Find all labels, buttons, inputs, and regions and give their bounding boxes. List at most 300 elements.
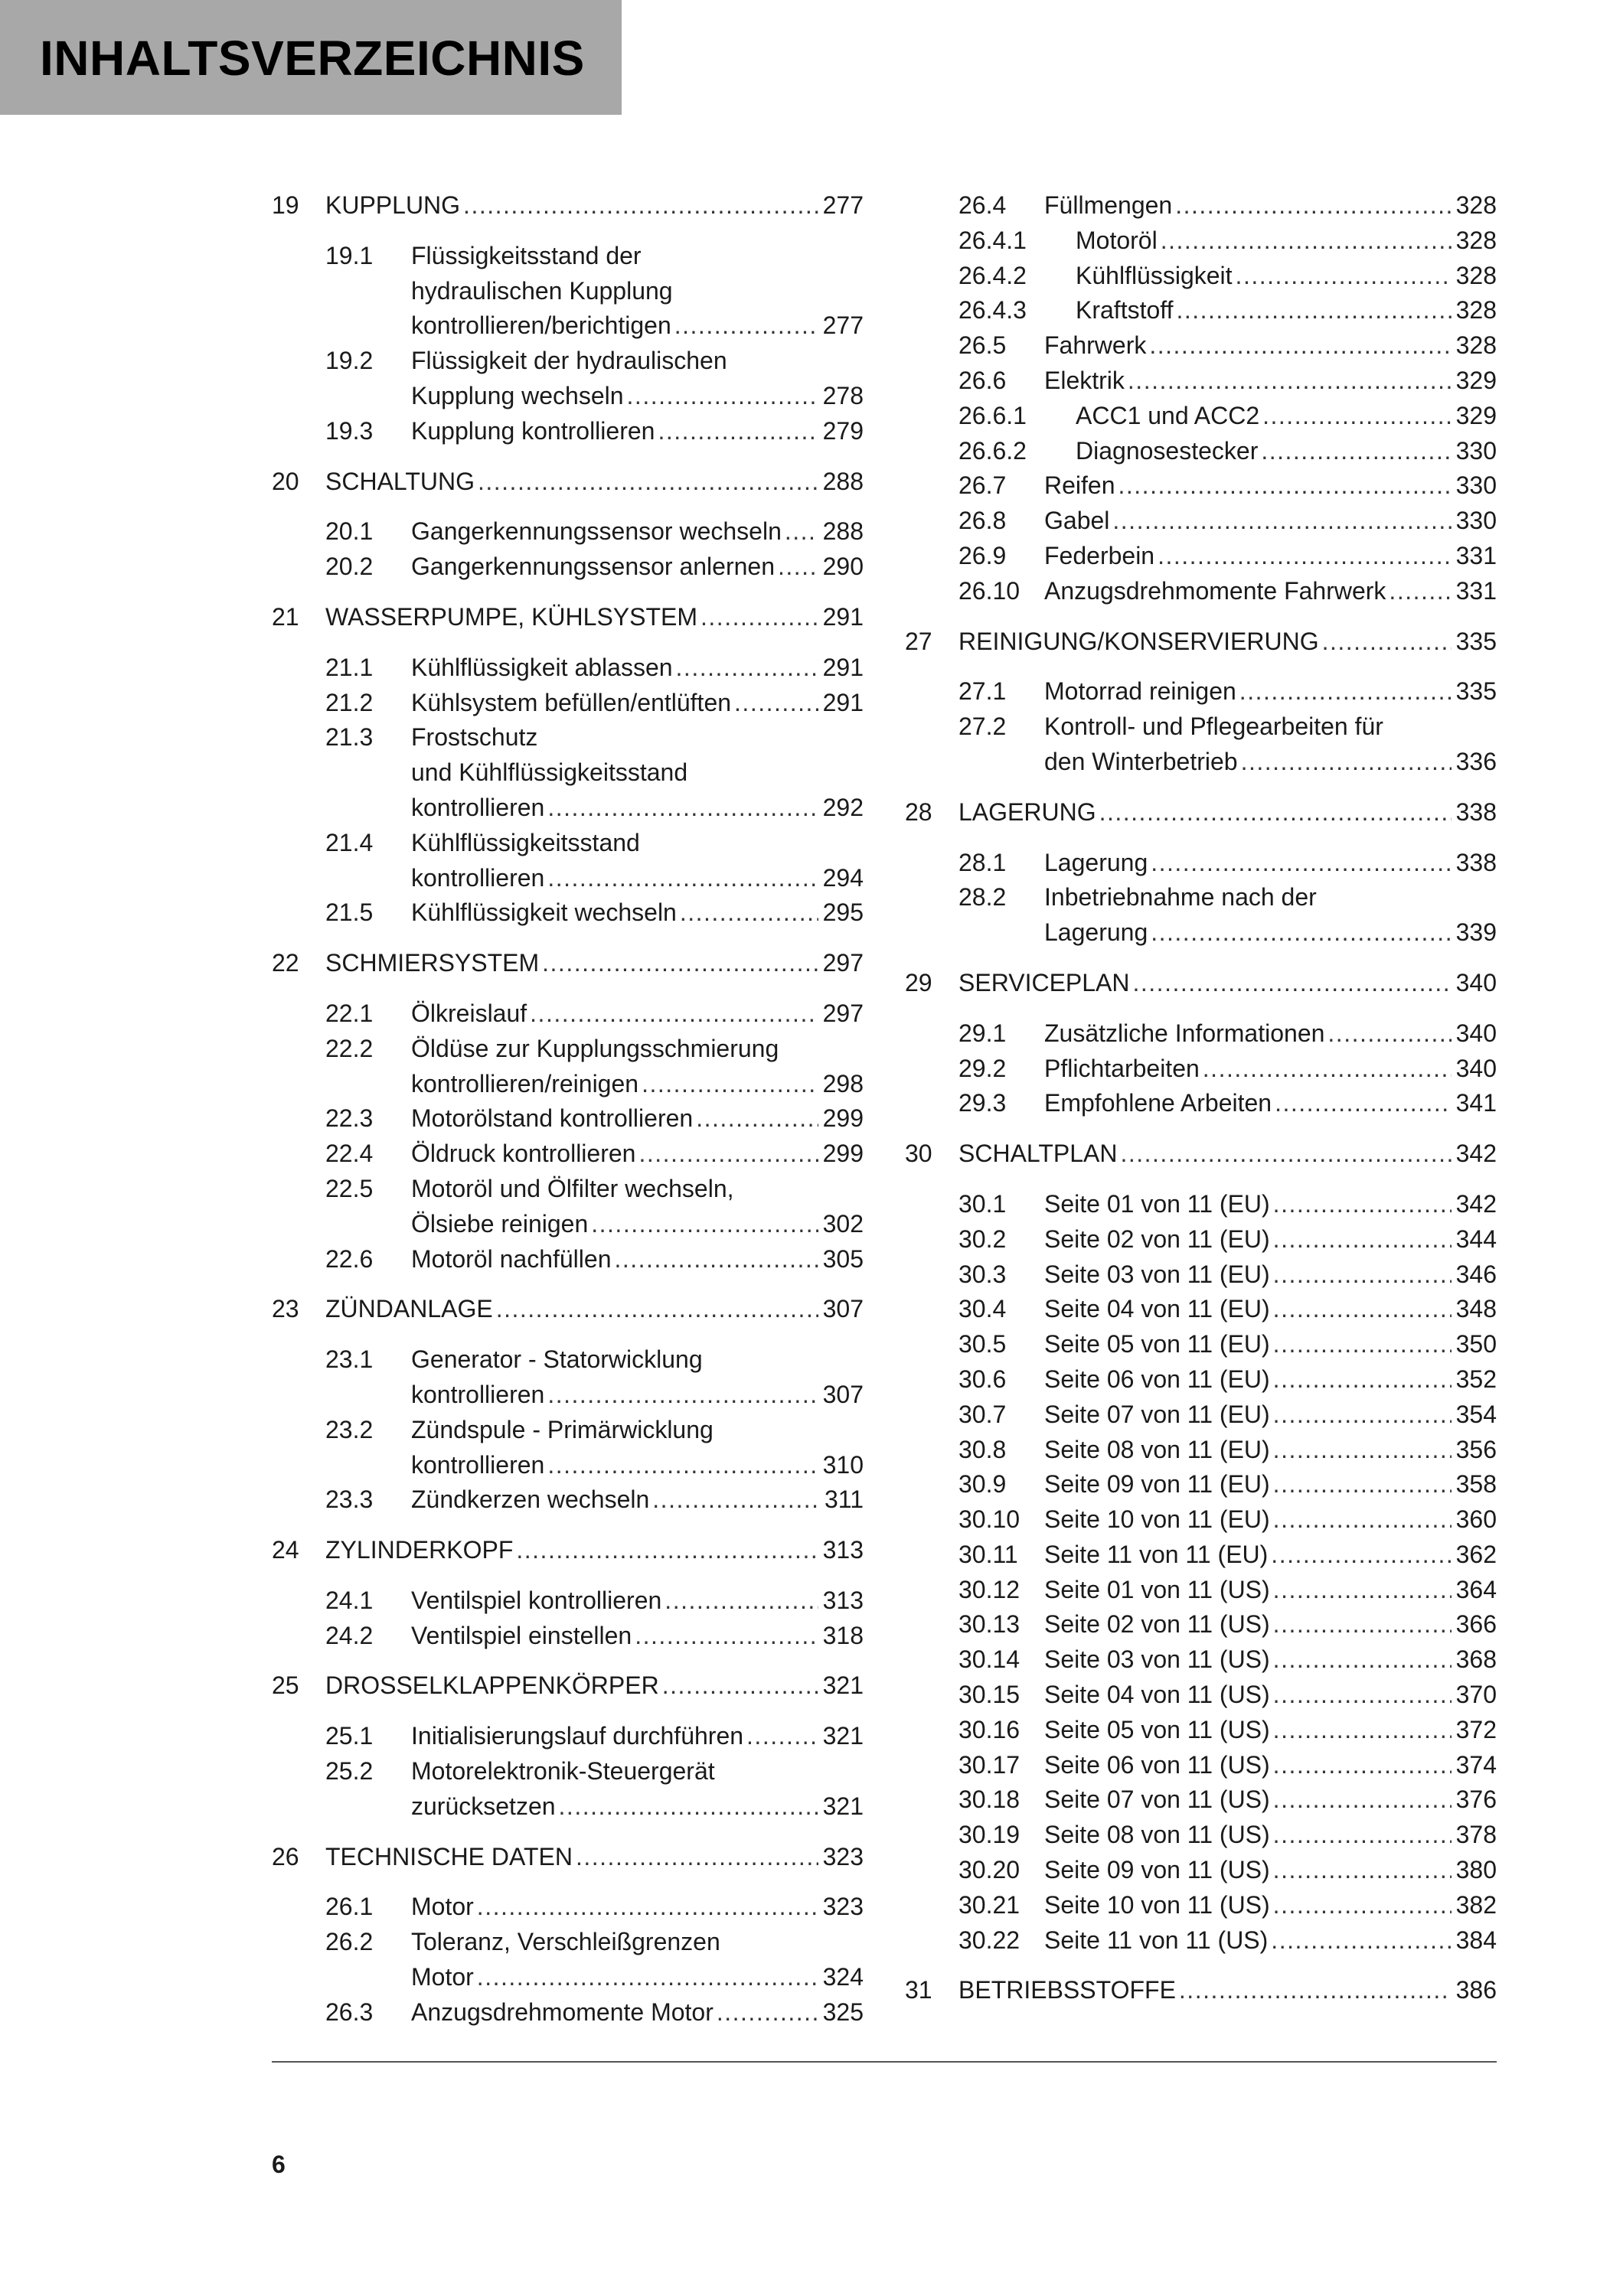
toc-entry-number: 24.1 (325, 1586, 374, 1614)
dot-leader (1271, 1923, 1451, 1958)
toc-entry-number: 30.14 (958, 1645, 1020, 1674)
toc-entry-number: 22.1 (325, 999, 374, 1027)
toc-entry-number: 30 (905, 1140, 932, 1168)
toc-entry-title: SERVICEPLAN (958, 968, 1130, 996)
toc-section-entry[interactable] (905, 880, 1497, 951)
toc-entry-title: Seite 01 von 11 (EU) (1044, 1189, 1270, 1218)
toc-entry-number: 30.16 (958, 1715, 1020, 1743)
toc-entry-title: Füllmengen (1044, 191, 1173, 219)
toc-entry-title: Federbein (1044, 541, 1155, 569)
toc-entry-number: 26.4.2 (958, 261, 1027, 289)
toc-page-number: 297 (822, 949, 864, 977)
toc-section-entry[interactable] (272, 239, 864, 344)
toc-entry-title: Seite 08 von 11 (US) (1044, 1821, 1270, 1849)
header-banner (0, 0, 622, 115)
toc-entry-number: 26.5 (958, 331, 1007, 360)
toc-entry-title: Kraftstoff (1076, 296, 1174, 325)
toc-section-entry[interactable] (905, 1292, 1497, 1327)
toc-chapter-entry[interactable] (272, 600, 864, 635)
toc-entry-number: 30.22 (958, 1926, 1020, 1954)
toc-entry-number: 19.1 (325, 241, 374, 269)
toc-entry-title: Seite 02 von 11 (US) (1044, 1610, 1270, 1639)
toc-entry-number: 20.1 (325, 517, 374, 546)
toc-entry-number: 23.1 (325, 1345, 374, 1374)
toc-page-number: 325 (822, 1998, 864, 2026)
toc-entry-title: kontrollieren (411, 793, 545, 821)
toc-chapter-entry[interactable] (272, 1292, 864, 1327)
toc-page-number: 348 (1455, 1295, 1497, 1323)
dot-leader (547, 791, 818, 826)
toc-entry-title: ZÜNDANLAGE (325, 1295, 493, 1323)
toc-chapter-entry[interactable] (905, 1137, 1497, 1172)
toc-page-number: 386 (1455, 1976, 1497, 2004)
toc-section-entry[interactable] (905, 1016, 1497, 1052)
toc-entry-title: Seite 04 von 11 (EU) (1044, 1295, 1270, 1323)
toc-entry-title: TECHNISCHE DATEN (325, 1842, 573, 1870)
dot-leader (1179, 1973, 1452, 2008)
toc-page-number: 382 (1455, 1890, 1497, 1919)
page-number: 6 (272, 2151, 286, 2178)
toc-entry-title: Zusätzliche Informationen (1044, 1019, 1325, 1047)
toc-chapter-entry[interactable] (272, 188, 864, 223)
toc-page-number: 291 (822, 688, 864, 716)
toc-page-number: 380 (1455, 1856, 1497, 1884)
toc-section-entry[interactable] (272, 1342, 864, 1413)
toc-entry-number: 31 (905, 1976, 932, 2004)
toc-entry-number: 22.4 (325, 1140, 374, 1168)
toc-section-entry[interactable] (272, 1754, 864, 1825)
toc-section-entry[interactable] (905, 259, 1497, 294)
toc-entry-title: Seite 11 von 11 (US) (1044, 1926, 1269, 1954)
toc-section-entry[interactable] (905, 574, 1497, 609)
toc-entry-title: Motoröl nachfüllen (411, 1244, 612, 1273)
dot-leader (1241, 745, 1452, 780)
toc-entry-number: 30.21 (958, 1890, 1020, 1919)
toc-section-entry[interactable] (272, 651, 864, 686)
toc-entry-title: Seite 06 von 11 (US) (1044, 1750, 1270, 1779)
toc-entry-number: 27.2 (958, 713, 1007, 741)
toc-page-number: 307 (822, 1380, 864, 1408)
toc-section-entry[interactable] (905, 709, 1497, 780)
dot-leader (1203, 1052, 1452, 1087)
toc-page-number: 291 (822, 602, 864, 631)
toc-section-entry[interactable] (905, 364, 1497, 399)
toc-entry-number: 21.1 (325, 653, 374, 681)
dot-leader (1273, 1362, 1452, 1397)
toc-page-number: 330 (1455, 507, 1497, 535)
toc-entry-title: Seite 02 von 11 (EU) (1044, 1225, 1270, 1253)
toc-entry-number: 29 (905, 968, 932, 996)
toc-page-number: 372 (1455, 1715, 1497, 1743)
toc-entry-number: 30.11 (958, 1540, 1018, 1568)
toc-page-number: 307 (822, 1295, 864, 1323)
toc-entry-number: 30.10 (958, 1505, 1020, 1534)
dot-leader (746, 1719, 818, 1754)
toc-page-number: 354 (1455, 1400, 1497, 1428)
toc-section-entry[interactable] (905, 504, 1497, 539)
dot-leader (1161, 223, 1452, 259)
toc-entry-number: 30.7 (958, 1400, 1007, 1428)
dot-leader (700, 600, 818, 635)
toc-entry-title: Seite 07 von 11 (US) (1044, 1786, 1270, 1814)
toc-page-number: 328 (1455, 261, 1497, 289)
dot-leader (676, 651, 818, 686)
toc-page-number: 294 (822, 863, 864, 892)
toc-section-entry[interactable] (905, 223, 1497, 259)
toc-section-entry[interactable] (905, 1748, 1497, 1783)
toc-entry-number: 24 (272, 1536, 299, 1564)
dot-leader (658, 414, 818, 449)
dot-leader (665, 1583, 818, 1619)
toc-entry-number: 28 (905, 797, 932, 826)
dot-leader (1271, 1538, 1451, 1573)
toc-entry-number: 30.4 (958, 1295, 1007, 1323)
toc-entry-title: Frostschutz (411, 723, 538, 752)
dot-leader (1151, 846, 1451, 881)
dot-leader (1158, 539, 1452, 574)
toc-page-number: 290 (822, 553, 864, 581)
toc-entry-number: 26.1 (325, 1893, 374, 1921)
toc-entry-number: 30.15 (958, 1681, 1020, 1709)
toc-page-number: 336 (1455, 747, 1497, 775)
toc-entry-title: kontrollieren (411, 863, 545, 892)
toc-page-number: 321 (822, 1722, 864, 1750)
dot-leader (785, 514, 818, 550)
toc-chapter-entry[interactable] (905, 625, 1497, 660)
toc-page-number: 384 (1455, 1926, 1497, 1954)
toc-entry-number: 23.3 (325, 1486, 374, 1514)
dot-leader (680, 895, 818, 931)
toc-entry-number: 30.20 (958, 1856, 1020, 1884)
toc-section-entry[interactable] (272, 1482, 864, 1518)
toc-page-number: 313 (822, 1586, 864, 1614)
dot-leader (1275, 1086, 1452, 1121)
toc-section-entry[interactable] (272, 686, 864, 721)
toc-page-number: 358 (1455, 1470, 1497, 1499)
toc-page-number: 295 (822, 899, 864, 927)
toc-entry-number: 26.6.1 (958, 401, 1027, 429)
toc-section-entry[interactable] (905, 1782, 1497, 1818)
toc-entry-number: 30.3 (958, 1260, 1007, 1288)
toc-entry-title: Motor (411, 1893, 474, 1921)
toc-entry-number: 21.5 (325, 899, 374, 927)
toc-section-entry[interactable] (905, 434, 1497, 469)
toc-section-entry[interactable] (272, 550, 864, 585)
toc-page-number: 352 (1455, 1365, 1497, 1393)
toc-section-entry[interactable] (272, 1925, 864, 1995)
toc-entry-number: 22.5 (325, 1174, 374, 1202)
toc-entry-title: Seite 01 von 11 (US) (1044, 1575, 1270, 1603)
toc-entry-number: 26.4.1 (958, 226, 1027, 254)
toc-section-entry[interactable] (905, 674, 1497, 709)
dot-leader (642, 1067, 818, 1102)
toc-page-number: 318 (822, 1621, 864, 1649)
toc-page-number: 331 (1455, 541, 1497, 569)
toc-page-number: 297 (822, 999, 864, 1027)
toc-section-entry[interactable] (272, 344, 864, 414)
dot-leader (542, 946, 818, 981)
toc-page-number: 310 (822, 1450, 864, 1479)
dot-leader (1261, 434, 1451, 469)
toc-section-entry[interactable] (905, 328, 1497, 364)
toc-entry-title: Reifen (1044, 471, 1115, 500)
dot-leader (1273, 1222, 1452, 1257)
toc-section-entry[interactable] (905, 1397, 1497, 1433)
toc-entry-title: Seite 05 von 11 (EU) (1044, 1330, 1270, 1358)
toc-entry-title: Seite 06 von 11 (EU) (1044, 1365, 1270, 1393)
toc-entry-number: 29.1 (958, 1019, 1007, 1047)
toc-section-entry[interactable] (905, 1502, 1497, 1538)
dot-leader (1149, 328, 1451, 364)
toc-section-entry[interactable] (905, 1222, 1497, 1257)
toc-entry-number: 20 (272, 467, 299, 495)
toc-section-entry[interactable] (905, 1327, 1497, 1362)
toc-entry-title: den Winterbetrieb (1044, 747, 1238, 775)
toc-entry-title: Seite 09 von 11 (EU) (1044, 1470, 1270, 1499)
footer-divider (272, 2061, 1497, 2063)
toc-page-number: 298 (822, 1069, 864, 1097)
toc-section-entry[interactable] (272, 1719, 864, 1754)
toc-entry-title: Initialisierungslauf durchführen (411, 1722, 744, 1750)
toc-entry-title: ZYLINDERKOPF (325, 1536, 514, 1564)
dot-leader (463, 188, 818, 223)
toc-entry-title: BETRIEBSSTOFFE (958, 1976, 1176, 2004)
toc-entry-title: Motor (411, 1963, 474, 1991)
dot-leader (1273, 1397, 1452, 1433)
toc-entry-title: Öldüse zur Kupplungsschmierung (411, 1034, 779, 1062)
toc-section-entry[interactable] (272, 1583, 864, 1619)
toc-section-entry[interactable] (905, 1052, 1497, 1087)
toc-section-entry[interactable] (272, 1413, 864, 1483)
toc-section-entry[interactable] (905, 1433, 1497, 1468)
dot-leader (1273, 1607, 1452, 1642)
dot-leader (1120, 1137, 1451, 1172)
toc-entry-title: zurücksetzen (411, 1792, 556, 1820)
toc-page-number: 313 (822, 1536, 864, 1564)
dot-leader (778, 550, 818, 585)
toc-section-entry[interactable] (905, 1573, 1497, 1608)
toc-chapter-entry[interactable] (905, 795, 1497, 830)
toc-entry-number: 26.2 (325, 1928, 374, 1956)
toc-entry-title: KUPPLUNG (325, 191, 461, 219)
toc-section-entry[interactable] (905, 1888, 1497, 1923)
toc-entry-title: Kupplung kontrollieren (411, 416, 655, 445)
dot-leader (674, 308, 818, 344)
toc-page-number: 323 (822, 1893, 864, 1921)
toc-entry-title: Seite 11 von 11 (EU) (1044, 1540, 1269, 1568)
toc-section-entry[interactable] (905, 1257, 1497, 1293)
toc-page-number: 291 (822, 653, 864, 681)
toc-entry-number: 21.4 (325, 828, 374, 856)
toc-entry-title: Zündkerzen wechseln (411, 1486, 650, 1514)
toc-chapter-entry[interactable] (272, 1668, 864, 1704)
toc-section-entry[interactable] (905, 1467, 1497, 1502)
toc-section-entry[interactable] (905, 1362, 1497, 1397)
toc-section-entry[interactable] (905, 1187, 1497, 1222)
toc-page-number: 321 (822, 1792, 864, 1820)
toc-entry-title: Kupplung wechseln (411, 381, 624, 409)
toc-entry-title: SCHMIERSYSTEM (325, 949, 540, 977)
dot-leader (717, 1995, 818, 2030)
dot-leader (734, 686, 818, 721)
toc-page-number: 368 (1455, 1645, 1497, 1674)
toc-section-entry[interactable] (272, 514, 864, 550)
toc-page-number: 330 (1455, 471, 1497, 500)
toc-section-entry[interactable] (905, 539, 1497, 574)
toc-chapter-entry[interactable] (272, 1840, 864, 1875)
toc-section-entry[interactable] (905, 399, 1497, 434)
toc-entry-number: 30.12 (958, 1575, 1020, 1603)
toc-page-number: 305 (822, 1244, 864, 1273)
toc-section-entry[interactable] (272, 1890, 864, 1925)
dot-leader (1175, 188, 1451, 223)
dot-leader (1112, 504, 1451, 539)
toc-entry-title: Anzugsdrehmomente Motor (411, 1998, 714, 2026)
dot-leader (559, 1789, 818, 1825)
toc-chapter-entry[interactable] (272, 465, 864, 500)
toc-section-entry[interactable] (272, 1172, 864, 1242)
toc-page-number: 328 (1455, 226, 1497, 254)
toc-page-number: 339 (1455, 918, 1497, 947)
dot-leader (1273, 1433, 1452, 1468)
toc-section-entry[interactable] (905, 1538, 1497, 1573)
toc-page-number: 374 (1455, 1750, 1497, 1779)
toc-entry-title: Motoröl (1076, 226, 1158, 254)
toc-page-number: 329 (1455, 366, 1497, 394)
dot-leader (1176, 293, 1451, 328)
toc-page-number: 366 (1455, 1610, 1497, 1639)
toc-section-entry[interactable] (905, 293, 1497, 328)
toc-section-entry[interactable] (905, 1678, 1497, 1713)
toc-entry-title: Seite 03 von 11 (US) (1044, 1645, 1270, 1674)
toc-entry-title: Motorelektronik-Steuergerät (411, 1757, 715, 1786)
toc-entry-title: Seite 05 von 11 (US) (1044, 1715, 1270, 1743)
toc-entry-title: ACC1 und ACC2 (1076, 401, 1260, 429)
dot-leader (662, 1668, 818, 1704)
toc-entry-number: 30.17 (958, 1750, 1020, 1779)
toc-section-entry[interactable] (905, 188, 1497, 223)
toc-entry-title: Kühlflüssigkeit wechseln (411, 899, 677, 927)
toc-entry-title: Flüssigkeitsstand der (411, 241, 642, 269)
toc-entry-title: und Kühlflüssigkeitsstand (411, 758, 688, 787)
toc-page-number: 338 (1455, 848, 1497, 876)
toc-entry-number: 30.19 (958, 1821, 1020, 1849)
toc-section-entry[interactable] (272, 1242, 864, 1277)
toc-page-number: 342 (1455, 1189, 1497, 1218)
toc-entry-number: 28.2 (958, 883, 1007, 912)
toc-page-number: 331 (1455, 576, 1497, 605)
toc-section-entry[interactable] (272, 1032, 864, 1102)
dot-leader (652, 1482, 820, 1518)
toc-section-entry[interactable] (272, 414, 864, 449)
toc-section-entry[interactable] (905, 1853, 1497, 1888)
toc-page-number: 330 (1455, 436, 1497, 465)
toc-entry-number: 26.7 (958, 471, 1007, 500)
toc-entry-title: Öldruck kontrollieren (411, 1140, 636, 1168)
toc-entry-title: Kühlflüssigkeit (1076, 261, 1233, 289)
dot-leader (1273, 1327, 1452, 1362)
toc-section-entry[interactable] (905, 1818, 1497, 1853)
dot-leader (1273, 1853, 1452, 1888)
dot-leader (1273, 1573, 1452, 1608)
toc-page-number: 288 (822, 467, 864, 495)
toc-chapter-entry[interactable] (272, 946, 864, 981)
dot-leader (1273, 1502, 1452, 1538)
dot-leader (1128, 364, 1452, 399)
dot-leader (1322, 625, 1452, 660)
toc-entry-title: SCHALTPLAN (958, 1140, 1118, 1168)
toc-section-entry[interactable] (905, 1607, 1497, 1642)
toc-entry-title: DROSSELKLAPPENKÖRPER (325, 1671, 659, 1700)
toc-section-entry[interactable] (905, 1642, 1497, 1678)
toc-section-entry[interactable] (905, 1713, 1497, 1748)
toc-section-entry[interactable] (272, 1137, 864, 1172)
toc-section-entry[interactable] (272, 895, 864, 931)
toc-section-entry[interactable] (905, 846, 1497, 881)
dot-leader (1273, 1187, 1452, 1222)
toc-entry-number: 30.9 (958, 1470, 1007, 1499)
toc-chapter-entry[interactable] (905, 966, 1497, 1001)
toc-entry-title: Toleranz, Verschleißgrenzen (411, 1928, 720, 1956)
toc-entry-title: Lagerung (1044, 848, 1148, 876)
toc-entry-number: 30.13 (958, 1610, 1020, 1639)
dot-leader (1133, 966, 1452, 1001)
toc-section-entry[interactable] (272, 1619, 864, 1654)
toc-page-number: 279 (822, 416, 864, 445)
toc-entry-title: Kontroll- und Pflegearbeiten für (1044, 713, 1383, 741)
dot-leader (496, 1292, 818, 1327)
toc-section-entry[interactable] (272, 1995, 864, 2030)
toc-chapter-entry[interactable] (905, 1973, 1497, 2008)
toc-page-number: 378 (1455, 1821, 1497, 1849)
dot-leader (547, 1448, 818, 1483)
toc-entry-title: Gabel (1044, 507, 1110, 535)
toc-entry-number: 26.4 (958, 191, 1007, 219)
toc-page-number: 364 (1455, 1575, 1497, 1603)
toc-entry-title: Anzugsdrehmomente Fahrwerk (1044, 576, 1386, 605)
toc-entry-title: kontrollieren (411, 1380, 545, 1408)
toc-section-entry[interactable] (272, 826, 864, 896)
toc-page-number: 335 (1455, 677, 1497, 706)
dot-leader (530, 996, 818, 1032)
toc-entry-title: Ölkreislauf (411, 999, 527, 1027)
toc-page-number: 288 (822, 517, 864, 546)
toc-section-entry[interactable] (905, 1086, 1497, 1121)
toc-section-entry[interactable] (272, 996, 864, 1032)
dot-leader (1273, 1678, 1452, 1713)
toc-entry-number: 23.2 (325, 1415, 374, 1443)
toc-entry-title: SCHALTUNG (325, 467, 475, 495)
toc-entry-title: Ventilspiel kontrollieren (411, 1586, 662, 1614)
toc-entry-title: kontrollieren (411, 1450, 545, 1479)
toc-page-number: 340 (1455, 1019, 1497, 1047)
toc-entry-number: 26.8 (958, 507, 1007, 535)
toc-entry-number: 22 (272, 949, 299, 977)
toc-entry-title: Kühlflüssigkeitsstand (411, 828, 640, 856)
toc-section-entry[interactable] (905, 1923, 1497, 1958)
dot-leader (1099, 795, 1452, 830)
toc-chapter-entry[interactable] (272, 1533, 864, 1568)
toc-section-entry[interactable] (272, 720, 864, 825)
dot-leader (1273, 1467, 1452, 1502)
toc-page-number: 302 (822, 1209, 864, 1238)
toc-section-entry[interactable] (905, 468, 1497, 504)
dot-leader (591, 1207, 818, 1242)
toc-entry-title: Motoröl und Ölfilter wechseln, (411, 1174, 734, 1202)
toc-section-entry[interactable] (272, 1101, 864, 1137)
toc-entry-title: Inbetriebnahme nach der (1044, 883, 1317, 912)
toc-page-number: 338 (1455, 797, 1497, 826)
